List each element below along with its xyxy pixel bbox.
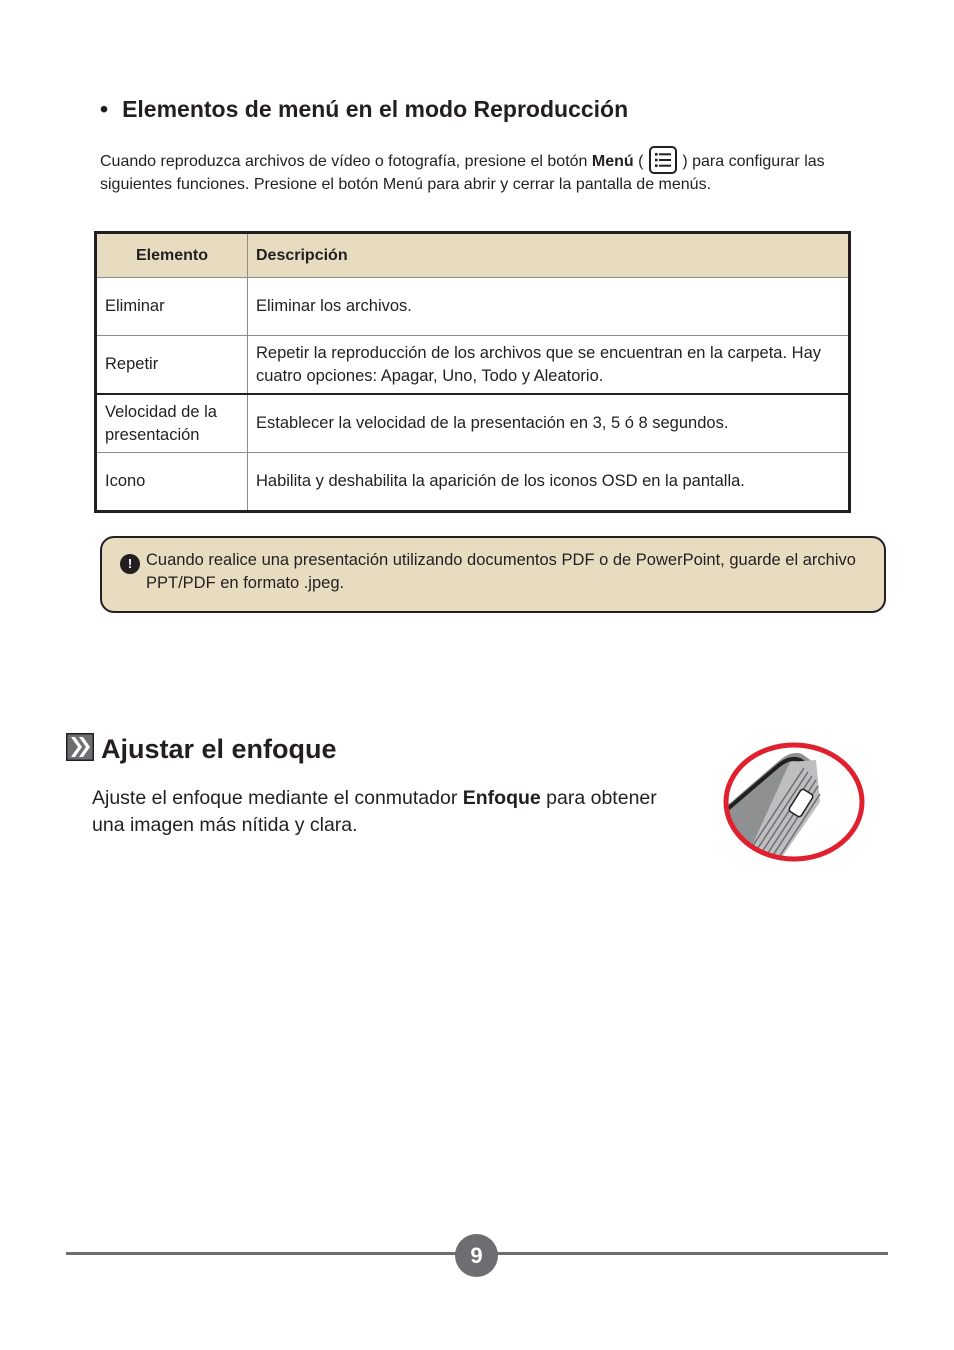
focus-switch-bold-label: Enfoque (462, 787, 541, 809)
cell-item: Repetir (96, 336, 248, 395)
table-row (96, 394, 850, 453)
intro-paragraph (100, 146, 880, 197)
cell-item: Velocidad de la presentación (96, 394, 248, 453)
note-text: Cuando realice una presentación utilizando documentos PDF o de PowerPoint, guarde el archivo PPT/PDF en formato .jpeg. (146, 551, 856, 592)
note-box (100, 536, 886, 613)
table-row (96, 336, 850, 395)
exclamation-icon: ! (120, 554, 140, 574)
table-row (96, 453, 850, 512)
column-header-item: Elemento (96, 233, 248, 278)
chevron-right-icon (66, 733, 94, 761)
section-heading-playback-menu (100, 96, 628, 123)
column-header-description: Descripción (248, 233, 850, 278)
list-menu-icon (649, 146, 677, 174)
menu-bold-label: Menú (591, 153, 634, 170)
intro-text-1: Cuando reproduzca archivos de vídeo o fotografía, presione el botón (100, 153, 588, 170)
table-row (96, 278, 850, 336)
cell-description: Habilita y deshabilita la aparición de los iconos OSD en la pantalla. (248, 453, 850, 512)
focus-switch-illustration (720, 740, 868, 864)
cell-item: Icono (96, 453, 248, 512)
footer-rule-right (496, 1252, 888, 1255)
intro-paren: ( (638, 153, 644, 170)
bullet: • (100, 96, 109, 122)
footer-rule-left (66, 1252, 458, 1255)
menu-items-table (94, 231, 851, 513)
cell-description: Eliminar los archivos. (248, 278, 850, 336)
focus-paragraph (92, 785, 672, 838)
cell-description: Establecer la velocidad de la presentación en 3, 5 ó 8 segundos. (248, 394, 850, 453)
intro-text-2: ) para configurar las siguientes funciones. Presione el botón Menú para abrir y cerrar la pantalla de menús. (100, 153, 825, 193)
table-header-row (96, 233, 850, 278)
focus-text-1: Ajuste el enfoque mediante el conmutador (92, 787, 458, 809)
section-title-focus: Ajustar el enfoque (101, 734, 337, 764)
heading-text: Elementos de menú en el modo Reproducción (122, 96, 629, 122)
cell-description: Repetir la reproducción de los archivos que se encuentran en la carpeta. Hay cuatro opciones: Apagar, Uno, Todo y Aleatorio. (248, 336, 850, 395)
cell-item: Eliminar (96, 278, 248, 336)
page-number: 9 (455, 1234, 498, 1277)
focus-text-2: para obtener una imagen más nítida y clara. (92, 787, 657, 836)
